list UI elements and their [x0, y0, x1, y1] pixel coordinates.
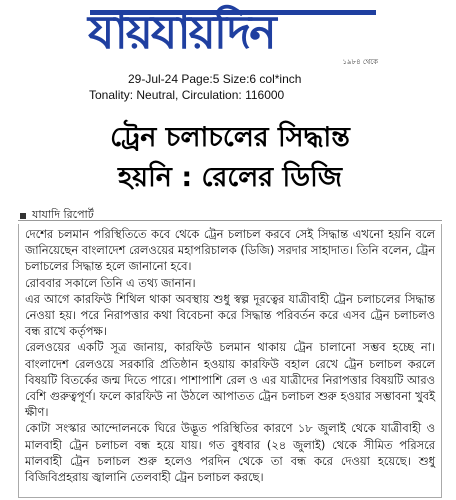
paragraph-3: এর আগে কারফিউ শিথিল থাকা অবস্থায় শুধু স্বল্প দূরত্বের যাত্রীবাহী ট্রেন চলাচলের সিদ্ধান্ত নেওয়া হয়। পরে নিরাপত্তার কথা বিবেচনা করে সিদ্ধান্ত পরিবর্তন করে এসব ট্রেন চলাচলও বন্ধ রাখে কর্তৃপক্ষ। [25, 291, 435, 339]
headline-line-1: ট্রেন চলাচলের সিদ্ধান্ত [110, 122, 350, 153]
paragraph-5: কোটা সংস্কার আন্দোলনকে ঘিরে উদ্ভূত পরিস্থিতির কারণে ১৮ জুলাই থেকে যাত্রীবাহী ও মালবাহী ট্রেন চলাচল বন্ধ হয়ে যায়। গত বুধবার (২৪ জুলাই) থেকে সীমিত পরিসরে মালবাহী ট্রেন চলাচল শুরু হলেও পরদিন থেকে তা বন্ধ করে দেওয়া হয়েছে। শুধু বিজিবিপ্রহরায় জ্বালানি তেলবাহী ট্রেন চলাচল করছে। [25, 421, 435, 485]
paragraph-4: রেলওয়ের একটি সূত্র জানায়, কারফিউ চলমান থাকায় ট্রেন চালানো সম্ভব হচ্ছে না। বাংলাদেশ রেলওয়ে সরকারি প্রতিষ্ঠান হওয়ায় কারফিউ বহাল রেখে ট্রেন চলাচল করলে বিষয়টি বিতর্কের জন্ম দিতে পারে। পাশাপাশি রেল ও এর যাত্রীদের নিরাপত্তার বিষয়টি আরও বেশি গুরুত্বপূর্ণ। ফলে কারফিউ না উঠলে আপাতত ট্রেন চলাচল শুরু হওয়ার সম্ভাবনা খুবই ক্ষীণ। [25, 340, 435, 420]
divider [18, 220, 442, 221]
clip-info-date-page: 29-Jul-24 Page:5 Size:6 col*inch [128, 72, 302, 86]
article-body [18, 224, 442, 498]
byline-text: যাযাদি রিপোর্ট [32, 208, 94, 221]
clip-info-tonality: Tonality: Neutral, Circulation: 116000 [89, 88, 285, 102]
article-headline [60, 118, 400, 198]
byline-square-icon [20, 213, 26, 219]
paragraph-1: দেশের চলমান পরিস্থিতিতে কবে থেকে ট্রেন চলাচল করবে সেই সিদ্ধান্ত এখনো হয়নি বলে জানিয়েছেন বাংলাদেশ রেলওয়ের মহাপরিচালক (ডিজি) সরদার সাহাদাত। তিনি বলেন, ট্রেন চলাচলের সিদ্ধান্ত হলে জানানো হবে। [25, 227, 435, 274]
byline [20, 206, 94, 225]
paragraph-2: রোববার সকালে তিনি এ তথ্য জানান। [25, 275, 196, 290]
masthead-since: ১৯৮৪ থেকে [342, 58, 378, 66]
newspaper-masthead [88, 2, 378, 68]
headline-line-2: হয়নি : রেলের ডিজি [117, 162, 343, 193]
newspaper-logo: যায়যায়দিন [88, 5, 275, 59]
